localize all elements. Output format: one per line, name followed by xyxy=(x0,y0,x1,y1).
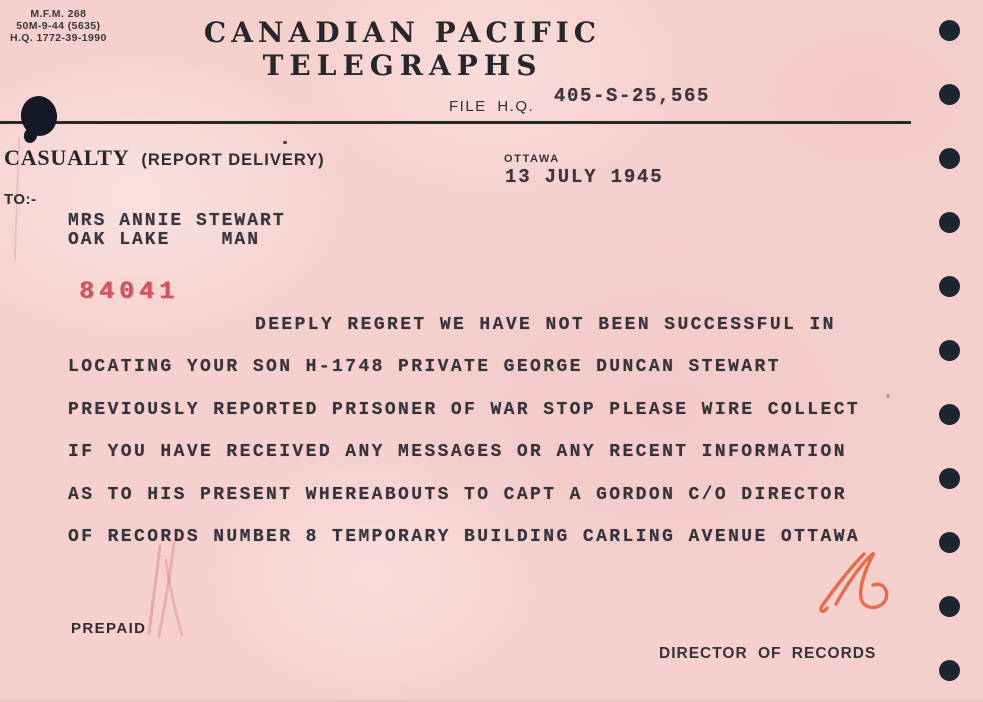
form-code-block xyxy=(10,8,107,44)
binder-hole-dot xyxy=(939,84,960,105)
signature-label: DIRECTOR OF RECORDS xyxy=(659,645,877,662)
company-name: CANADIAN PACIFIC xyxy=(203,16,602,49)
binder-hole-dot xyxy=(939,276,960,297)
file-hq-label: FILE H.Q. xyxy=(449,98,535,115)
file-number: 405-S-25,565 xyxy=(554,85,711,107)
received-number-stamp: 84041 xyxy=(79,277,180,306)
binder-hole-dot xyxy=(939,468,960,489)
form-code-line2: 50M-9-44 (5635) xyxy=(16,20,101,32)
ink-speck xyxy=(283,141,287,144)
to-label: TO:- xyxy=(4,191,37,208)
prepaid-label: PREPAID xyxy=(71,620,147,637)
form-code-line3: H.Q. 1772-39-1990 xyxy=(10,32,107,44)
report-delivery-label: (REPORT DELIVERY) xyxy=(141,151,325,169)
classification-row xyxy=(4,145,325,171)
binder-hole-dot xyxy=(939,20,960,41)
recipient-name: MRS ANNIE STEWART xyxy=(68,211,286,231)
company-masthead xyxy=(180,16,625,82)
message-line: PREVIOUSLY REPORTED PRISONER OF WAR STOP PLEASE WIRE COLLECT xyxy=(68,399,861,420)
handwritten-red-mark xyxy=(812,548,912,620)
message-body xyxy=(68,304,928,558)
message-line: DEEPLY REGRET WE HAVE NOT BEEN SUCCESSFUL IN xyxy=(255,315,836,335)
recipient-address: OAK LAKE MAN xyxy=(68,230,261,250)
form-code-line1: M.F.M. 268 xyxy=(30,8,87,20)
binder-hole-dot xyxy=(939,148,960,169)
binder-hole-dot xyxy=(939,532,960,553)
binder-hole-dot xyxy=(939,660,960,681)
message-line: IF YOU HAVE RECEIVED ANY MESSAGES OR ANY RECENT INFORMATION xyxy=(68,442,847,463)
binder-hole-dot xyxy=(939,340,960,361)
binder-hole-dot xyxy=(939,596,960,617)
company-service: TELEGRAPHS xyxy=(262,49,543,82)
message-line: AS TO HIS PRESENT WHEREABOUTS TO CAPT A GORDON C/O DIRECTOR xyxy=(68,484,847,505)
origin-city: OTTAWA xyxy=(504,153,560,165)
binder-hole-dot xyxy=(939,212,960,233)
message-line: LOCATING YOUR SON H-1748 PRIVATE GEORGE DUNCAN STEWART xyxy=(68,357,781,378)
header-rule xyxy=(0,121,911,124)
binder-hole-dot xyxy=(939,404,960,425)
casualty-label: CASUALTY xyxy=(4,145,130,170)
origin-date: 13 JULY 1945 xyxy=(505,166,664,188)
message-line: OF RECORDS NUMBER 8 TEMPORARY BUILDING CARLING AVENUE OTTAWA xyxy=(68,527,861,548)
